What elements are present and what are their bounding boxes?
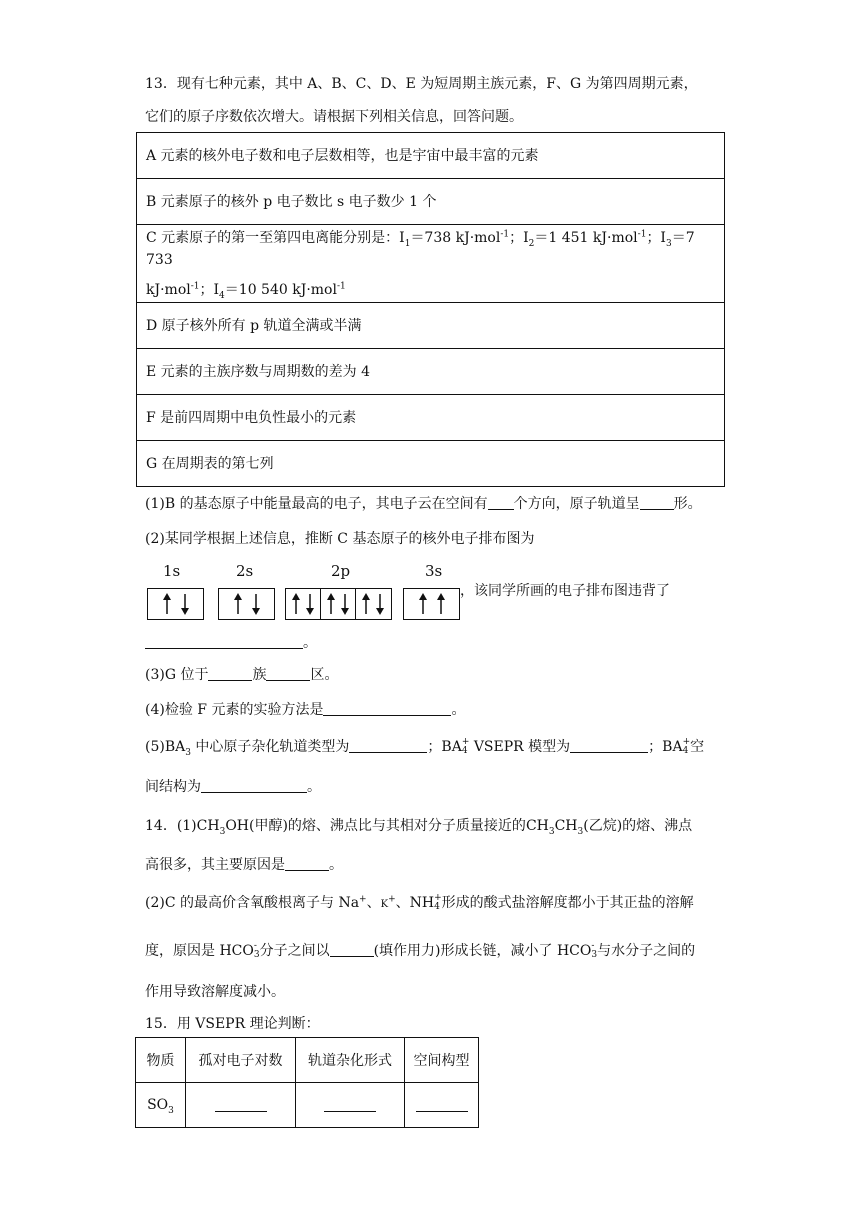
element-info-table xyxy=(136,132,725,487)
box-2s xyxy=(218,588,275,620)
cell-lone-pairs[interactable] xyxy=(186,1083,296,1128)
row-e: E 元素的主族序数与周期数的差为 4 xyxy=(137,349,725,395)
answer-blank[interactable] xyxy=(570,738,648,753)
answer-blank[interactable] xyxy=(324,1097,376,1112)
answer-blank[interactable] xyxy=(640,495,674,510)
answer-blank[interactable] xyxy=(488,495,514,510)
q14-line1: 14．$(1)CH_3OH$(甲醇)的熔、沸点比与其相对分子质量接近的$CH_3CH_3$(乙烷)的熔、沸点 xyxy=(145,818,693,837)
header-geometry: 空间构型 xyxy=(405,1038,479,1083)
answer-blank[interactable] xyxy=(208,666,252,681)
q13-part5-line2: 间结构为 。 xyxy=(145,779,321,795)
q13-part1: (1)B 的基态原子中能量最高的电子，其电子云在空间有 个方向，原子轨道呈 形。 xyxy=(145,496,702,512)
q14-line5: 作用导致溶解度减小。 xyxy=(145,984,285,1000)
q14-line2: 高很多，其主要原因是 。 xyxy=(145,857,343,873)
label-2p: 2p xyxy=(331,562,351,580)
box-3s xyxy=(403,588,460,620)
header-lone-pairs: 孤对电子对数 xyxy=(186,1038,296,1083)
q13-part4: (4)检验 F 元素的实验方法是 。 xyxy=(145,702,466,718)
answer-blank[interactable] xyxy=(323,701,451,716)
box-2p xyxy=(285,588,392,620)
updown-arrows-icon xyxy=(148,589,203,619)
answer-blank[interactable] xyxy=(145,634,303,649)
answer-blank[interactable] xyxy=(285,856,329,871)
q15-title: 15．用 VSEPR 理论判断： xyxy=(145,1016,320,1032)
up-up-arrows-icon xyxy=(404,589,459,619)
answer-blank[interactable] xyxy=(416,1097,468,1112)
row-g: G 在周期表的第七列 xyxy=(137,441,725,487)
q14-line4: 度，原因是 HCO - 3 分子之间以 (填作用力)形成长链，减小了 HCO - 3 与水分子之间的 xyxy=(145,941,696,960)
label-2s: 2s xyxy=(236,562,254,580)
q13-part2-tail: ，该同学所画的电子排布图违背了 xyxy=(460,583,670,599)
updown-arrows-icon xyxy=(321,589,356,619)
updown-arrows-icon xyxy=(356,589,390,619)
label-3s: 3s xyxy=(425,562,443,580)
cell-geometry[interactable] xyxy=(405,1083,479,1128)
answer-blank[interactable] xyxy=(330,942,374,957)
q13-intro-line1: 13．现有七种元素，其中 A、B、C、D、E 为短周期主族元素，F、G 为第四周期元素， xyxy=(145,76,698,92)
updown-arrows-icon xyxy=(286,589,321,619)
answer-blank[interactable] xyxy=(201,778,307,793)
answer-blank[interactable] xyxy=(349,738,427,753)
vsepr-table xyxy=(135,1037,479,1128)
q13-part2: (2)某同学根据上述信息，推断 C 基态原子的核外电子排布图为 xyxy=(145,531,535,547)
answer-blank[interactable] xyxy=(215,1097,267,1112)
label-1s: 1s xyxy=(163,562,181,580)
q13-part5-line1: $(5)BA_3$ 中心原子杂化轨道类型为 ；BA + 4 VSEPR 模型为 ；BA + 4 空 xyxy=(145,737,705,758)
answer-blank[interactable] xyxy=(266,666,310,681)
orbital-diagram xyxy=(145,562,475,622)
row-d: D 原子核外所有 p 轨道全满或半满 xyxy=(137,303,725,349)
q14-line3: (2)C 的最高价含氧酸根离子与 Na+、K+、NH + 4 形成的酸式盐溶解度都小于其正盐的溶解 xyxy=(145,893,694,912)
row-f: F 是前四周期中电负性最小的元素 xyxy=(137,395,725,441)
q13-part2-blank-line: 。 xyxy=(145,633,317,653)
row-b: B 元素原子的核外 p 电子数比 s 电子数少 1 个 xyxy=(137,179,725,225)
cell-so3: $SO_3$ xyxy=(136,1083,186,1128)
row-c: C 元素原子的第一至第四电离能分别是：$I_1=738$ kJ·mol$^{-1}$；$I_2=1$ 451 kJ·mol$^{-1}$；$I_3=7$ 733 kJ·mol$^{-1}$；$I_4=10$ 540 kJ·mol$^{-1}$ xyxy=(137,225,725,303)
q13-part3: (3)G 位于 族 区。 xyxy=(145,667,339,683)
cell-hybridization[interactable] xyxy=(296,1083,405,1128)
header-hybridization: 轨道杂化形式 xyxy=(296,1038,405,1083)
row-a: A 元素的核外电子数和电子层数相等，也是宇宙中最丰富的元素 xyxy=(137,133,725,179)
q13-intro-line2: 它们的原子序数依次增大。请根据下列相关信息，回答问题。 xyxy=(145,109,523,125)
box-1s xyxy=(147,588,204,620)
header-substance: 物质 xyxy=(136,1038,186,1083)
updown-arrows-icon xyxy=(219,589,274,619)
